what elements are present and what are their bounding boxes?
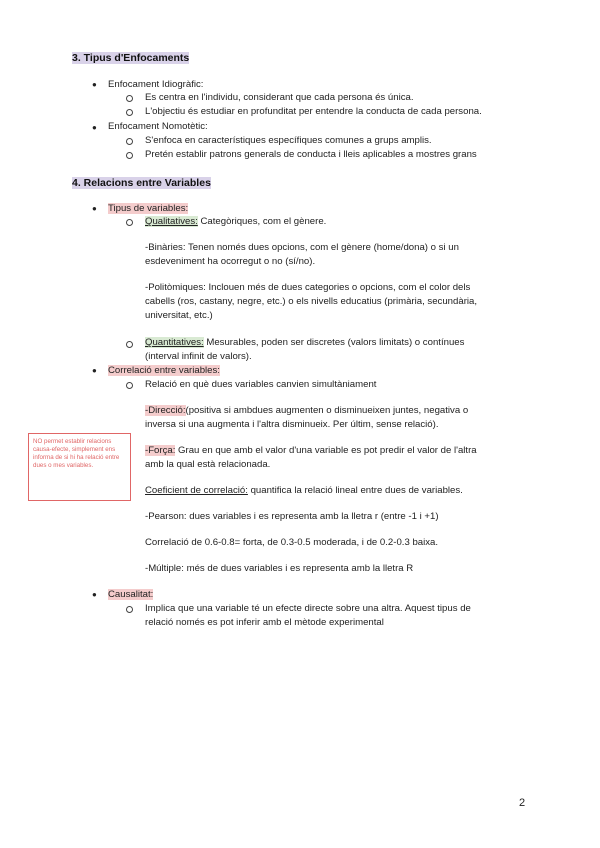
forca-line: amb la qual està relacionada. bbox=[145, 459, 271, 470]
page-number: 2 bbox=[519, 797, 526, 809]
circle-bullet bbox=[126, 138, 133, 145]
politomiques-line: -Politòmiques: Inclouen més de dues categories o opcions, com el color dels bbox=[145, 282, 471, 293]
causalitat: Causalitat: bbox=[108, 589, 154, 600]
bullet: ● bbox=[92, 366, 97, 375]
politomiques-line: universitat, etc.) bbox=[145, 310, 213, 321]
forca: -Força: Grau en que amb el valor d'una variable es pot predir el valor de l'altra bbox=[145, 445, 477, 456]
quantitatives: Quantitatives: Mesurables, poden ser discretes (valors limitats) o contínues bbox=[145, 337, 465, 348]
bullet: ● bbox=[92, 123, 97, 132]
circle-bullet bbox=[126, 95, 133, 102]
circle-bullet bbox=[126, 219, 133, 226]
correlacio-sub: Relació en què dues variables canvien simultàniament bbox=[145, 379, 377, 390]
bullet: ● bbox=[92, 590, 97, 599]
causalitat-line: Implica que una variable té un efecte directe sobre una altra. Aquest tipus de bbox=[145, 603, 471, 614]
circle-bullet bbox=[126, 341, 133, 348]
direccio-line: inversa si una augmenta i l'altra disminueix. Per últim, sense relació). bbox=[145, 419, 439, 430]
rangs: Correlació de 0.6-0.8= forta, de 0.3-0.5 moderada, i de 0.2-0.3 baixa. bbox=[145, 537, 439, 548]
binaries-line: esdeveniment ha ocorregut o no (sí/no). bbox=[145, 256, 316, 267]
section-4-heading: 4. Relacions entre Variables bbox=[72, 177, 211, 189]
pearson: -Pearson: dues variables i es representa amb la lletra r (entre -1 i +1) bbox=[145, 511, 439, 522]
circle-bullet bbox=[126, 606, 133, 613]
sub-item: Es centra en l'individu, considerant que cada persona és única. bbox=[145, 92, 414, 103]
sub-item: S'enfoca en característiques específiques comunes a grups amplis. bbox=[145, 135, 432, 146]
qualitatives: Qualitatives: Categòriques, com el gènere. bbox=[145, 216, 327, 227]
binaries-line: -Binàries: Tenen només dues opcions, com el gènere (home/dona) o si un bbox=[145, 242, 459, 253]
item-nomotetic: Enfocament Nomotètic: bbox=[108, 121, 208, 132]
circle-bullet bbox=[126, 152, 133, 159]
direccio: -Direcció:(positiva si ambdues augmenten o disminueixen juntes, negativa o bbox=[145, 405, 469, 416]
correlacio: Correlació entre variables: bbox=[108, 365, 220, 376]
sub-item: L'objectiu és estudiar en profunditat per entendre la conducta de cada persona. bbox=[145, 106, 482, 117]
politomiques-line: cabells (ros, castany, negre, etc.) o els nivells educatius (primària, secundària, bbox=[145, 296, 478, 307]
section-3-heading: 3. Tipus d'Enfocaments bbox=[72, 52, 190, 64]
tipus-variables: Tipus de variables: bbox=[108, 203, 189, 214]
sub-item: Pretén establir patrons generals de conducta i lleis aplicables a mostres grans bbox=[145, 149, 477, 160]
circle-bullet bbox=[126, 109, 133, 116]
bullet: ● bbox=[92, 204, 97, 213]
causalitat-line: relació només es pot inferir amb el mètode experimental bbox=[145, 617, 384, 628]
margin-note: NO permet establir relacions causa-efecte, simplement ens informa de si hi ha relació entre dues o mes variables. bbox=[28, 433, 131, 501]
multiple: -Múltiple: més de dues variables i es representa amb la lletra R bbox=[145, 563, 414, 574]
item-idiografic: Enfocament Idiogràfic: bbox=[108, 79, 204, 90]
coeficient: Coeficient de correlació: quantifica la relació lineal entre dues de variables. bbox=[145, 485, 463, 496]
quantitatives-line: (interval infinit de valors). bbox=[145, 351, 252, 362]
circle-bullet bbox=[126, 382, 133, 389]
bullet: ● bbox=[92, 80, 97, 89]
